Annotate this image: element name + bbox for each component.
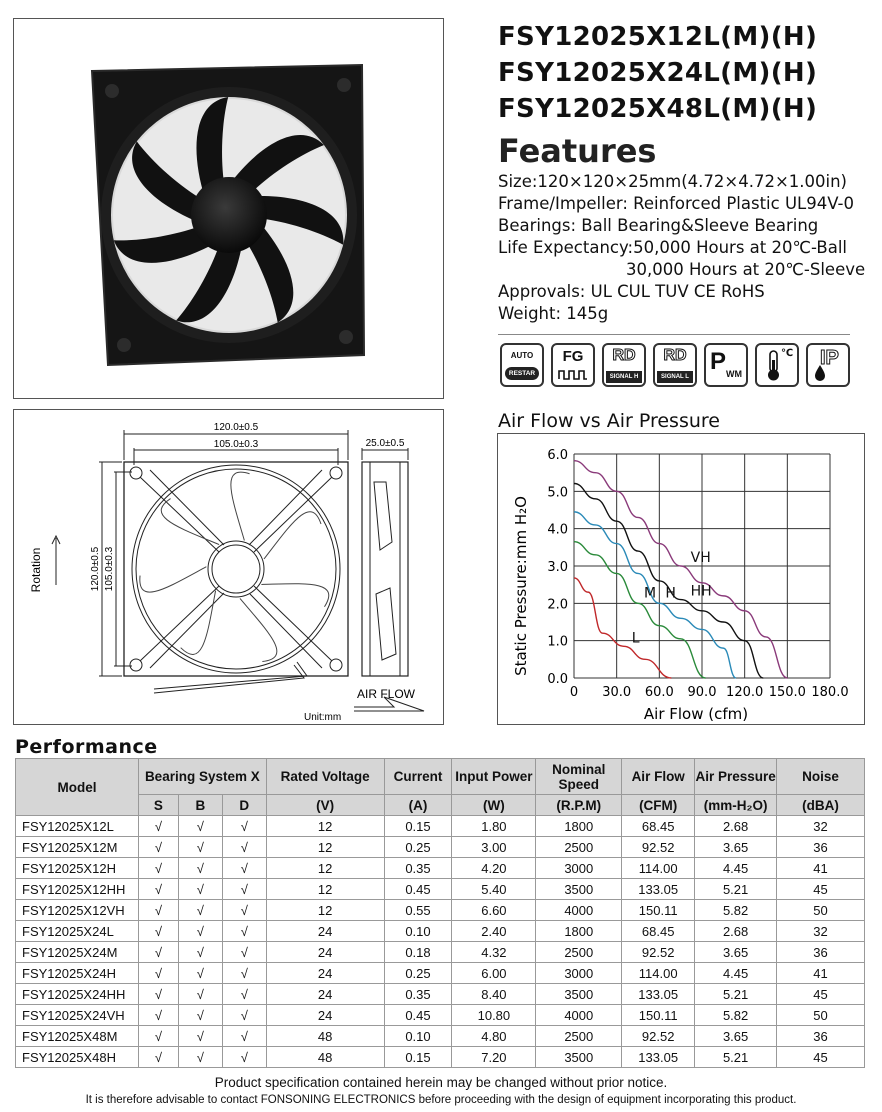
model-cell: FSY12025X24VH [16, 1005, 139, 1026]
value-cell: 150.11 [622, 1005, 695, 1026]
value-cell: 50 [777, 900, 865, 921]
value-cell: √ [222, 879, 266, 900]
series-line-l [574, 578, 671, 678]
fan-photo [14, 19, 443, 398]
x-tick-label: 0 [569, 685, 579, 700]
value-cell: 0.25 [384, 963, 452, 984]
header-bearing-d: D [222, 795, 266, 816]
value-cell: 0.35 [384, 858, 452, 879]
thermometer-icon [755, 343, 799, 387]
table-row [16, 1047, 865, 1068]
model-cell: FSY12025X48M [16, 1026, 139, 1047]
value-cell: √ [138, 879, 178, 900]
value-cell: √ [222, 837, 266, 858]
value-cell: 12 [266, 816, 384, 837]
value-cell: √ [138, 942, 178, 963]
table-row [16, 837, 865, 858]
header-voltage: Rated Voltage [266, 759, 384, 795]
value-cell: 4.45 [695, 858, 777, 879]
value-cell: 5.82 [695, 900, 777, 921]
value-cell: √ [222, 921, 266, 942]
value-cell: 3500 [536, 879, 622, 900]
table-row [16, 879, 865, 900]
value-cell: 48 [266, 1047, 384, 1068]
value-cell: 6.00 [452, 963, 536, 984]
value-cell: √ [222, 858, 266, 879]
table-row [16, 984, 865, 1005]
value-cell: 3500 [536, 984, 622, 1005]
y-tick-label: 2.0 [547, 597, 568, 613]
model-cell: FSY12025X48H [16, 1047, 139, 1068]
x-tick-label: 90.0 [687, 685, 717, 700]
air-flow-label: AIR FLOW [357, 687, 416, 701]
value-cell: 4000 [536, 900, 622, 921]
value-cell: 5.40 [452, 879, 536, 900]
value-cell: 92.52 [622, 1026, 695, 1047]
auto-restart-icon [500, 343, 544, 387]
value-cell: √ [178, 1047, 222, 1068]
value-cell: 4.32 [452, 942, 536, 963]
value-cell: 2500 [536, 942, 622, 963]
value-cell: 0.10 [384, 921, 452, 942]
value-cell: 4.45 [695, 963, 777, 984]
value-cell: √ [178, 837, 222, 858]
feature-size: Size:120×120×25mm(4.72×4.72×1.00in) [498, 172, 847, 191]
value-cell: √ [138, 858, 178, 879]
footer-notice: Product specification contained herein may be changed without prior notice. [214, 1075, 668, 1090]
value-cell: 2.68 [695, 921, 777, 942]
chart-title: Air Flow vs Air Pressure [498, 410, 720, 432]
pwm-icon-p: P [710, 348, 727, 375]
table-row [16, 921, 865, 942]
model-cell: FSY12025X24HH [16, 984, 139, 1005]
table-row [16, 1005, 865, 1026]
auto-restart-icon-bottom: RESTAR [505, 367, 539, 380]
feature-approvals: Approvals: UL CUL TUV CE RoHS [498, 282, 765, 301]
value-cell: 45 [777, 984, 865, 1005]
dim-outer-width: 120.0±0.5 [213, 422, 259, 433]
value-cell: √ [178, 816, 222, 837]
rd-signal-low-icon-text: RD [663, 347, 687, 364]
model-cell: FSY12025X12L [16, 816, 139, 837]
series-label-l: L [631, 630, 640, 647]
value-cell: 0.10 [384, 1026, 452, 1047]
value-cell: 4.80 [452, 1026, 536, 1047]
header-air-flow: Air Flow [622, 759, 695, 795]
value-cell: √ [222, 984, 266, 1005]
value-cell: 50 [777, 1005, 865, 1026]
performance-title: Performance [15, 736, 158, 758]
chart-x-axis-label: Air Flow (cfm) [643, 705, 749, 723]
header-speed-unit: (R.P.M) [536, 795, 622, 816]
header-air-pressure: Air Pressure [695, 759, 777, 795]
value-cell: 68.45 [622, 921, 695, 942]
table-row [16, 942, 865, 963]
model-title-24v: FSY12025X24L(M)(H) [498, 58, 818, 88]
value-cell: √ [178, 879, 222, 900]
dimension-drawing-frame [13, 409, 444, 725]
value-cell: 3.65 [695, 837, 777, 858]
rd-signal-high-icon [602, 343, 646, 387]
product-photo-frame [13, 18, 444, 399]
ip-rating-icon [806, 343, 850, 387]
y-tick-label: 4.0 [547, 522, 568, 538]
value-cell: 24 [266, 963, 384, 984]
y-tick-label: 1.0 [547, 634, 568, 650]
value-cell: 0.15 [384, 1047, 452, 1068]
value-cell: 92.52 [622, 942, 695, 963]
value-cell: 41 [777, 963, 865, 984]
header-model: Model [16, 759, 139, 816]
y-tick-label: 6.0 [547, 448, 568, 463]
series-line-hh [574, 483, 763, 678]
features-title: Features [498, 132, 657, 170]
value-cell: 0.35 [384, 984, 452, 1005]
rd-signal-high-icon-label: SIGNAL H [606, 371, 642, 383]
value-cell: 8.40 [452, 984, 536, 1005]
thermometer-icon-unit: ℃ [781, 348, 794, 359]
header-speed: Nominal Speed [536, 759, 622, 795]
table-row [16, 1026, 865, 1047]
unit-label: Unit:mm [304, 712, 342, 723]
x-tick-label: 60.0 [644, 685, 674, 700]
value-cell: √ [138, 1026, 178, 1047]
x-tick-label: 120.0 [726, 685, 764, 700]
header-noise-unit: (dBA) [777, 795, 865, 816]
model-cell: FSY12025X12H [16, 858, 139, 879]
value-cell: 7.20 [452, 1047, 536, 1068]
header-air-pressure-unit: (mm-H₂O) [695, 795, 777, 816]
table-row [16, 816, 865, 837]
series-label-hh: HH [690, 583, 712, 600]
dim-inner-width: 105.0±0.3 [213, 439, 259, 450]
value-cell: 5.21 [695, 984, 777, 1005]
y-tick-label: 3.0 [547, 560, 568, 575]
feature-life-ball: Life Expectancy:50,000 Hours at 20℃-Ball [498, 238, 847, 257]
value-cell: √ [222, 942, 266, 963]
header-noise: Noise [777, 759, 865, 795]
value-cell: √ [178, 921, 222, 942]
model-cell: FSY12025X24M [16, 942, 139, 963]
model-cell: FSY12025X12VH [16, 900, 139, 921]
value-cell: 150.11 [622, 900, 695, 921]
chart-y-axis-label: Static Pressure:mm H₂O [512, 496, 530, 676]
pwm-icon-wm: WM [726, 369, 742, 379]
rd-signal-high-icon-text: RD [612, 347, 636, 364]
header-power: Input Power [452, 759, 536, 795]
value-cell: 0.18 [384, 942, 452, 963]
value-cell: 5.21 [695, 879, 777, 900]
value-cell: √ [138, 921, 178, 942]
value-cell: 0.25 [384, 837, 452, 858]
value-cell: 2.68 [695, 816, 777, 837]
x-tick-label: 30.0 [602, 685, 632, 700]
performance-table [15, 758, 865, 1068]
value-cell: 3000 [536, 858, 622, 879]
value-cell: 6.60 [452, 900, 536, 921]
value-cell: 45 [777, 1047, 865, 1068]
value-cell: √ [178, 900, 222, 921]
x-tick-label: 180.0 [811, 685, 849, 700]
value-cell: √ [138, 963, 178, 984]
value-cell: √ [222, 1026, 266, 1047]
header-power-unit: (W) [452, 795, 536, 816]
rotation-label: Rotation [29, 547, 43, 593]
fg-signal-icon [551, 343, 595, 387]
value-cell: 4000 [536, 1005, 622, 1026]
model-cell: FSY12025X24H [16, 963, 139, 984]
value-cell: 5.82 [695, 1005, 777, 1026]
value-cell: 2500 [536, 837, 622, 858]
value-cell: 36 [777, 837, 865, 858]
header-air-flow-unit: (CFM) [622, 795, 695, 816]
value-cell: 1800 [536, 816, 622, 837]
value-cell: 114.00 [622, 963, 695, 984]
value-cell: √ [138, 837, 178, 858]
model-cell: FSY12025X24L [16, 921, 139, 942]
footer-advisory: It is therefore advisable to contact FONSONING ELECTRONICS before proceeding with the design of equipment incorporating this product. [85, 1094, 797, 1106]
air-flow-chart [498, 434, 864, 724]
value-cell: 41 [777, 858, 865, 879]
series-label-h: H [665, 585, 676, 602]
feature-bearings: Bearings: Ball Bearing&Sleeve Bearing [498, 216, 819, 235]
value-cell: √ [138, 816, 178, 837]
value-cell: 114.00 [622, 858, 695, 879]
value-cell: √ [178, 984, 222, 1005]
dim-inner-height: 105.0±0.3 [104, 546, 115, 592]
feature-weight: Weight: 145g [498, 304, 609, 323]
value-cell: 36 [777, 1026, 865, 1047]
header-current: Current [384, 759, 452, 795]
value-cell: √ [138, 900, 178, 921]
value-cell: 10.80 [452, 1005, 536, 1026]
value-cell: 133.05 [622, 1047, 695, 1068]
series-label-m: M [644, 585, 657, 602]
value-cell: 45 [777, 879, 865, 900]
header-current-unit: (A) [384, 795, 452, 816]
model-cell: FSY12025X12M [16, 837, 139, 858]
value-cell: 12 [266, 858, 384, 879]
value-cell: √ [222, 963, 266, 984]
value-cell: 3.65 [695, 942, 777, 963]
features-divider [498, 334, 850, 335]
value-cell: √ [222, 1005, 266, 1026]
auto-restart-icon-top: AUTO [510, 351, 534, 360]
value-cell: √ [178, 963, 222, 984]
value-cell: √ [138, 1047, 178, 1068]
value-cell: 2500 [536, 1026, 622, 1047]
value-cell: 24 [266, 984, 384, 1005]
value-cell: 1800 [536, 921, 622, 942]
value-cell: 3.65 [695, 1026, 777, 1047]
value-cell: 68.45 [622, 816, 695, 837]
value-cell: 12 [266, 837, 384, 858]
value-cell: 48 [266, 1026, 384, 1047]
value-cell: 24 [266, 1005, 384, 1026]
table-row [16, 963, 865, 984]
value-cell: 2.40 [452, 921, 536, 942]
model-title-12v: FSY12025X12L(M)(H) [498, 22, 818, 52]
y-tick-label: 5.0 [547, 485, 568, 501]
header-bearing-system: Bearing System X [138, 759, 266, 795]
value-cell: 3000 [536, 963, 622, 984]
value-cell: 3500 [536, 1047, 622, 1068]
x-tick-label: 150.0 [768, 685, 806, 700]
header-bearing-s: S [138, 795, 178, 816]
value-cell: 0.45 [384, 879, 452, 900]
fg-signal-icon-text: FG [562, 348, 584, 365]
value-cell: √ [178, 1026, 222, 1047]
value-cell: 133.05 [622, 984, 695, 1005]
ip-rating-icon-text: IP [820, 347, 839, 369]
value-cell: 4.20 [452, 858, 536, 879]
rd-signal-low-icon [653, 343, 697, 387]
chart-frame [497, 433, 865, 725]
y-tick-label: 0.0 [547, 672, 568, 687]
model-title-48v: FSY12025X48L(M)(H) [498, 94, 818, 124]
model-cell: FSY12025X12HH [16, 879, 139, 900]
value-cell: 12 [266, 879, 384, 900]
value-cell: √ [178, 1005, 222, 1026]
value-cell: 0.45 [384, 1005, 452, 1026]
value-cell: 32 [777, 921, 865, 942]
value-cell: 12 [266, 900, 384, 921]
value-cell: √ [222, 1047, 266, 1068]
dimension-drawing [14, 410, 443, 724]
dim-thickness: 25.0±0.5 [365, 438, 405, 449]
value-cell: √ [138, 984, 178, 1005]
value-cell: 133.05 [622, 879, 695, 900]
feature-frame: Frame/Impeller: Reinforced Plastic UL94V-0 [498, 194, 854, 213]
rd-signal-low-icon-label: SIGNAL L [657, 371, 693, 383]
value-cell: √ [178, 942, 222, 963]
pwm-icon [704, 343, 748, 387]
value-cell: √ [222, 816, 266, 837]
value-cell: 32 [777, 816, 865, 837]
header-voltage-unit: (V) [266, 795, 384, 816]
series-label-vh: VH [690, 550, 711, 566]
dim-outer-height: 120.0±0.5 [90, 546, 101, 592]
series-line-vh [574, 461, 787, 678]
value-cell: √ [178, 858, 222, 879]
value-cell: √ [138, 1005, 178, 1026]
value-cell: 3.00 [452, 837, 536, 858]
table-row [16, 858, 865, 879]
value-cell: 0.15 [384, 816, 452, 837]
value-cell: √ [222, 900, 266, 921]
value-cell: 24 [266, 942, 384, 963]
value-cell: 0.55 [384, 900, 452, 921]
value-cell: 24 [266, 921, 384, 942]
value-cell: 1.80 [452, 816, 536, 837]
value-cell: 5.21 [695, 1047, 777, 1068]
table-row [16, 900, 865, 921]
value-cell: 92.52 [622, 837, 695, 858]
value-cell: 36 [777, 942, 865, 963]
feature-life-sleeve: 30,000 Hours at 20℃-Sleeve [626, 260, 866, 279]
header-bearing-b: B [178, 795, 222, 816]
